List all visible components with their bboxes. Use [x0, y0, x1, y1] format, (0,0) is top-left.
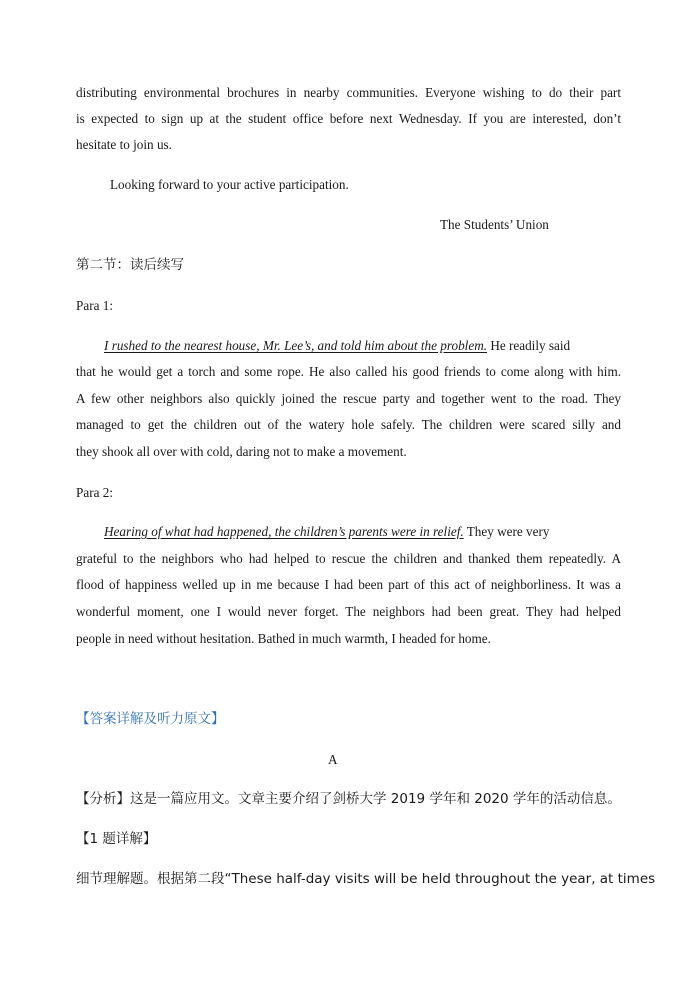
para2-line-1	[104, 524, 621, 540]
letter-line-2: is expected to sign up at the student office before next Wednesday. If you are interested, don’t	[76, 111, 621, 126]
para1-line-2: that he would get a torch and some rope. He also called his good friends to come along with him.	[76, 364, 621, 379]
letter-signature: The Students’ Union	[440, 217, 549, 232]
letter-line-1: distributing environmental brochures in nearby communities. Everyone wishing to do their part	[76, 85, 621, 100]
para1-line-4: managed to get the children out of the watery hole safely. The children were scared silly and	[76, 417, 621, 432]
q1-text: 细节理解题。根据第二段“These half-day visits will be held throughout the year, at times	[76, 871, 656, 887]
q1-heading: 【1 题详解】	[76, 831, 157, 847]
para2-line-2: grateful to the neighbors who had helped to rescue the children and thanked them repeatedly. A	[76, 551, 621, 566]
para1-line-1	[104, 338, 621, 354]
letter-closing: Looking forward to your active participation.	[110, 177, 349, 192]
para2-line-3: flood of happiness welled up in me because I had been part of this act of neighborliness. It was a	[76, 577, 621, 592]
para1-line-5: they shook all over with cold, daring not to make a movement.	[76, 444, 407, 459]
section-heading: 第二节：读后续写	[76, 257, 184, 273]
para2-line1-rest: They were very	[463, 524, 550, 539]
para1-opening-sentence: I rushed to the nearest house, Mr. Lee’s, and told him about the problem.	[104, 338, 488, 353]
answers-analysis: 【分析】这是一篇应用文。文章主要介绍了剑桥大学 2019 学年和 2020 学年的活动信息。	[76, 791, 621, 807]
answers-section-letter: A	[328, 752, 338, 767]
answers-heading: 【答案详解及听力原文】	[76, 711, 225, 727]
para2-line-5: people in need without hesitation. Bathed in much warmth, I headed for home.	[76, 631, 491, 646]
para2-line-4: wonderful moment, one I would never forget. The neighbors had been great. They had helped	[76, 604, 621, 619]
para2-opening-sentence: Hearing of what had happened, the children’s parents were in relief.	[104, 524, 464, 539]
letter-line-3: hesitate to join us.	[76, 137, 172, 152]
para1-label: Para 1:	[76, 298, 113, 313]
para2-label: Para 2:	[76, 485, 113, 500]
para1-line-3: A few other neighbors also quickly joined the rescue party and together went to the road. They	[76, 391, 621, 406]
para1-line1-rest: He readily said	[487, 338, 571, 353]
